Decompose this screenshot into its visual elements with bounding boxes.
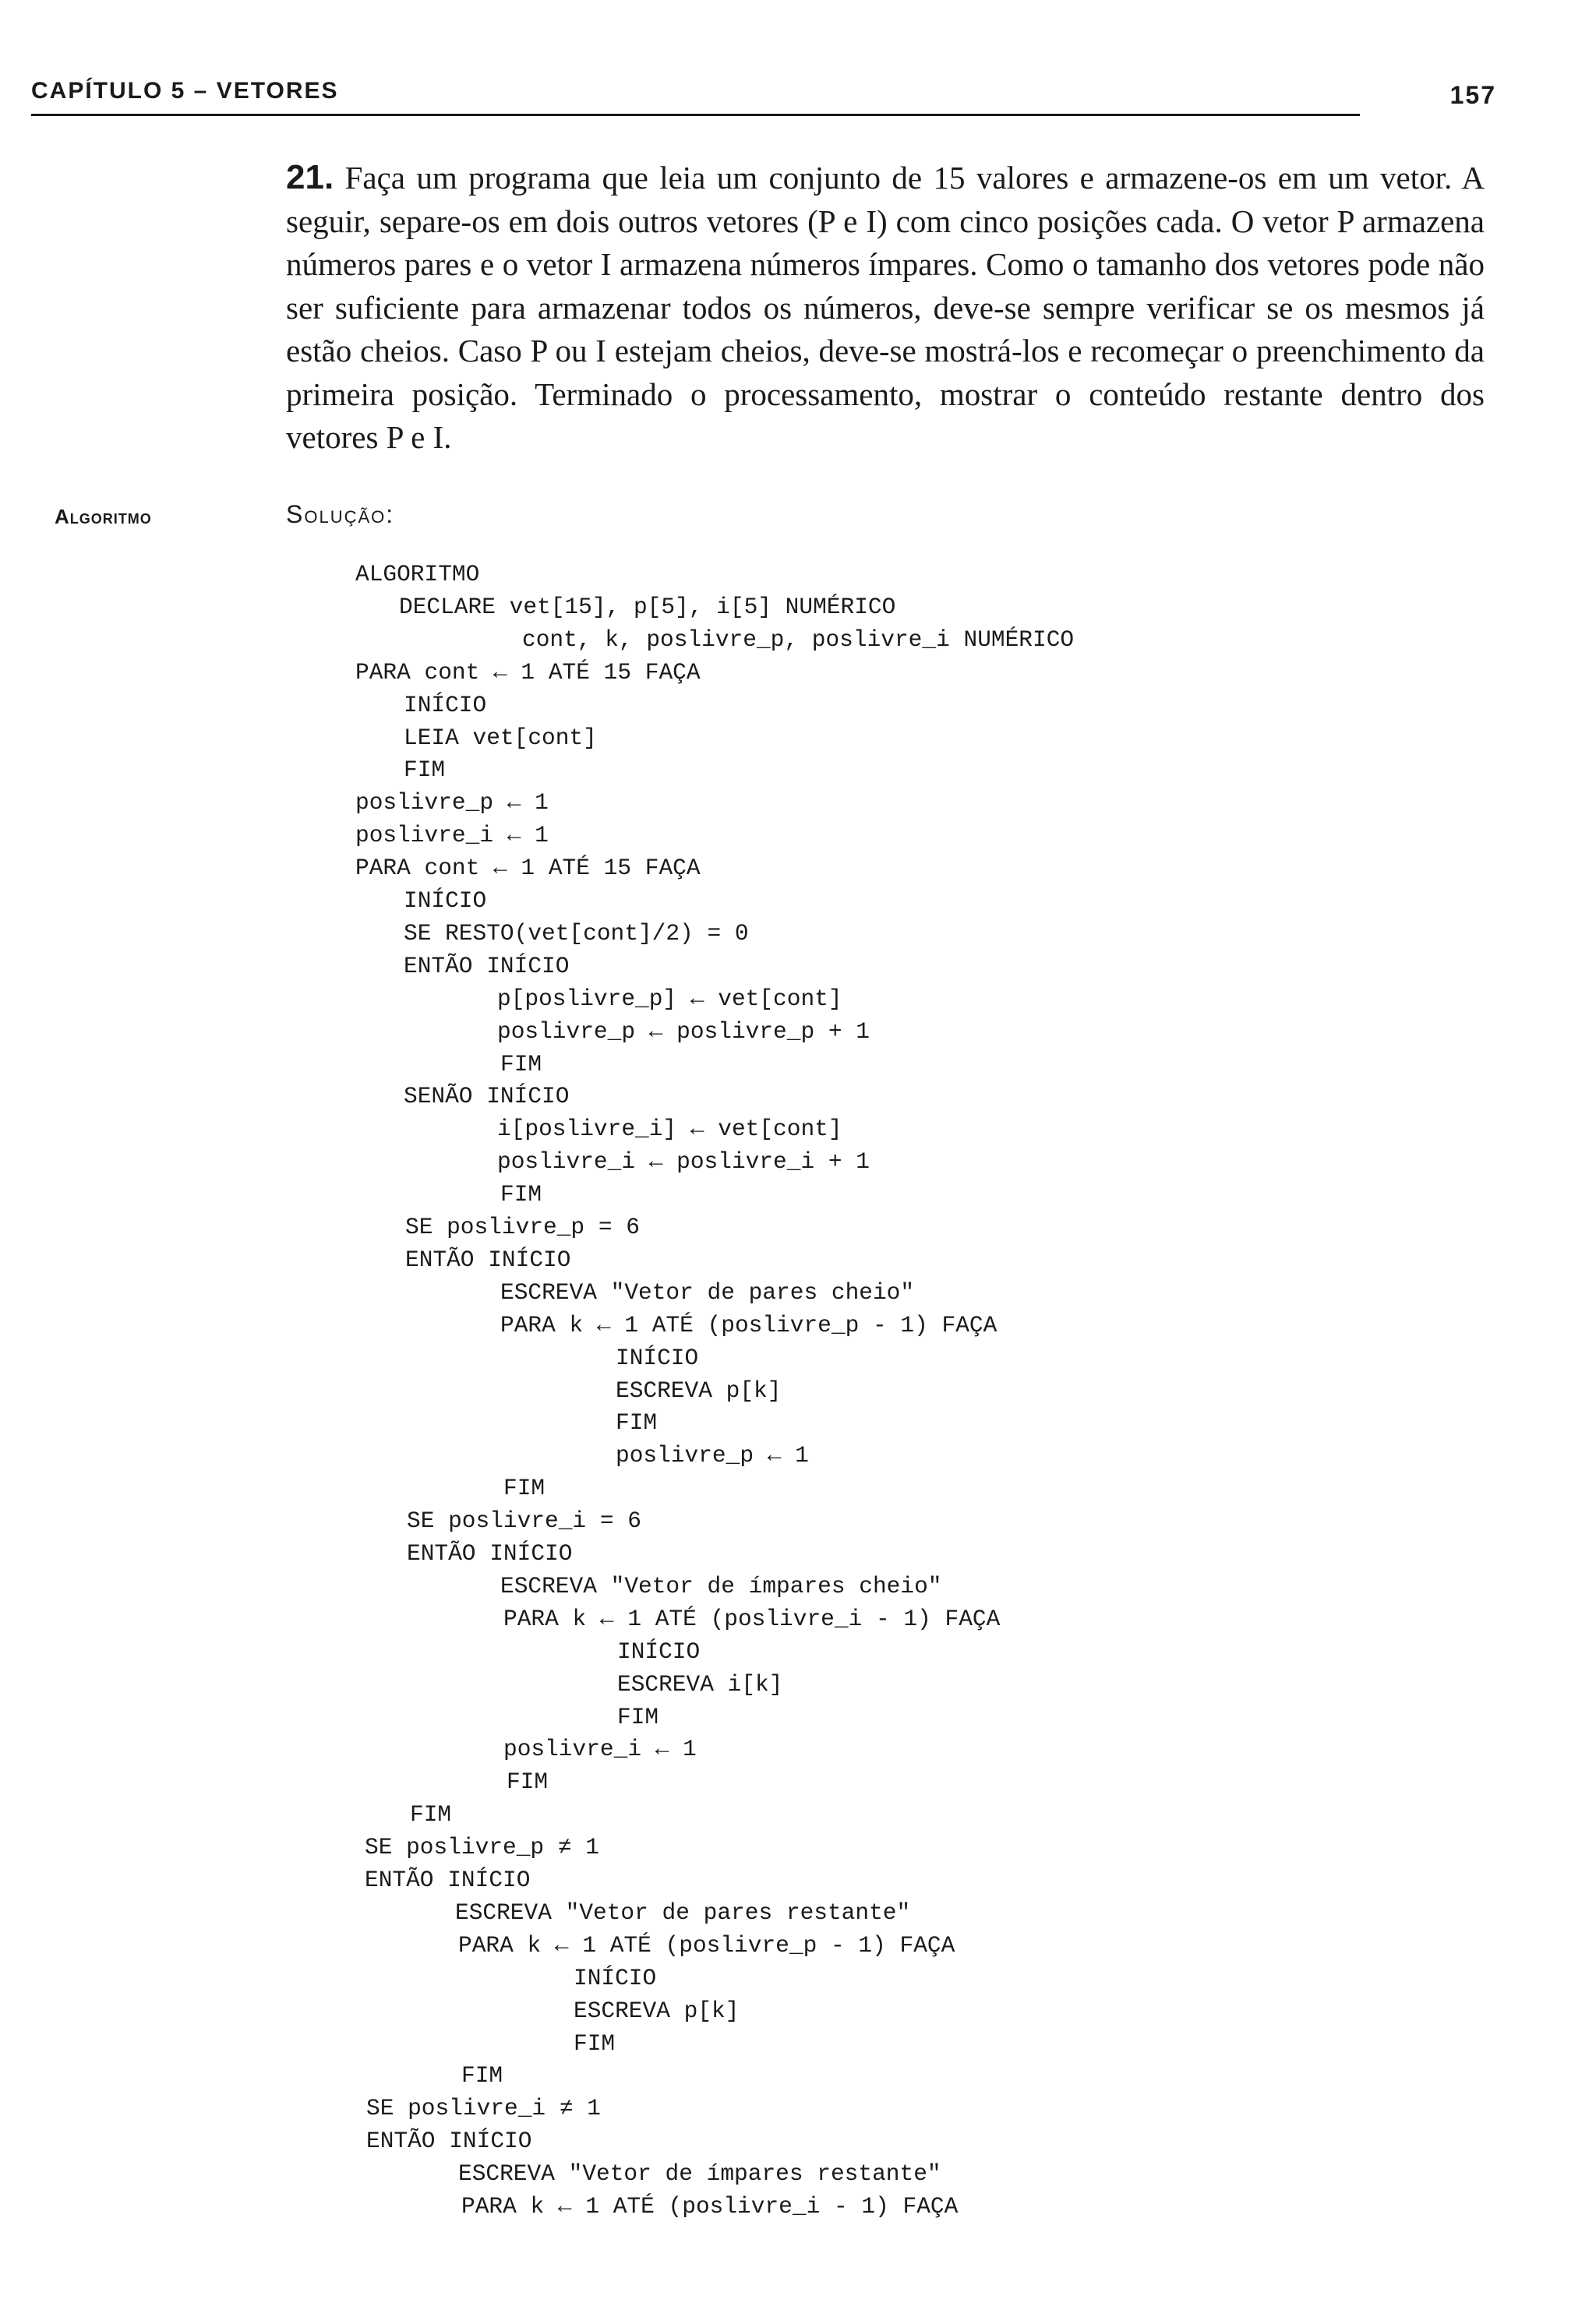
exercise-text: Faça um programa que leia um conjunto de 15 valores e armazene-os em um vetor. A seguir, separe-os em dois outros vetores (P e I) com cinco posições cada. O vetor P armazena números pares e o vetor I armazena números ímpares. Como o tamanho dos vetores pode não ser suficiente para armazenar todos os números, deve-se sempre verificar se os mesmos já estão cheios. Caso P ou I estejam cheios, deve-se mostrá-los e recomeçar o preenchimento da primeira posição. Terminado o processamento, mostrar o conteúdo restante dentro dos vetores P e I. xyxy=(286,160,1485,455)
code-line: ESCREVA "Vetor de ímpares restante" xyxy=(458,2160,941,2188)
code-line: ALGORITMO xyxy=(355,561,480,587)
code-line: ESCREVA "Vetor de pares restante" xyxy=(455,1899,911,1926)
code-line: FIM xyxy=(410,1801,452,1829)
code-line: SE RESTO(vet[cont]/2) = 0 xyxy=(404,919,749,947)
code-line: PARA k ← 1 ATÉ (poslivre_p - 1) FAÇA xyxy=(500,1311,998,1338)
code-line: FIM xyxy=(617,1703,659,1730)
code-line: poslivre_p ← 1 xyxy=(616,1442,809,1469)
code-line: FIM xyxy=(404,756,446,784)
code-line: PARA cont ← 1 ATÉ 15 FAÇA xyxy=(355,658,701,686)
code-line: SE poslivre_p ≠ 1 xyxy=(365,1834,599,1861)
code-line: ESCREVA "Vetor de pares cheio" xyxy=(500,1278,915,1306)
code-line: poslivre_i ← poslivre_i + 1 xyxy=(497,1148,870,1176)
code-line: SE poslivre_p = 6 xyxy=(405,1214,640,1240)
code-line: FIM xyxy=(461,2062,503,2089)
code-line: SENÃO INÍCIO xyxy=(404,1083,570,1110)
code-line: SE poslivre_i ≠ 1 xyxy=(366,2095,601,2122)
code-line: p[poslivre_p] ← vet[cont] xyxy=(497,985,842,1012)
code-line: INÍCIO xyxy=(404,887,487,914)
code-line: ESCREVA i[k] xyxy=(617,1670,783,1698)
code-line: poslivre_i ← 1 xyxy=(503,1736,697,1763)
code-line: INÍCIO xyxy=(404,691,487,718)
code-line: PARA k ← 1 ATÉ (poslivre_p - 1) FAÇA xyxy=(458,1931,955,1959)
code-line: INÍCIO xyxy=(616,1344,699,1371)
page-header xyxy=(31,78,1512,117)
code-line: FIM xyxy=(616,1409,658,1437)
code-line: PARA cont ← 1 ATÉ 15 FAÇA xyxy=(355,855,701,882)
code-line: poslivre_p ← 1 xyxy=(355,789,549,816)
code-line: ESCREVA p[k] xyxy=(616,1377,782,1404)
code-line: FIM xyxy=(507,1769,549,1796)
code-line: SE poslivre_i = 6 xyxy=(407,1508,641,1535)
code-line: ENTÃO INÍCIO xyxy=(366,2128,532,2155)
code-line: ENTÃO INÍCIO xyxy=(404,952,570,979)
code-line: FIM xyxy=(500,1181,542,1208)
code-line: ESCREVA p[k] xyxy=(574,1997,740,2024)
code-line: poslivre_i ← 1 xyxy=(355,822,549,849)
code-line: ENTÃO INÍCIO xyxy=(407,1540,573,1567)
code-line: ENTÃO INÍCIO xyxy=(365,1867,531,1893)
code-line: cont, k, poslivre_p, poslivre_i NUMÉRICO xyxy=(522,626,1075,653)
code-line: FIM xyxy=(503,1475,546,1502)
code-line: INÍCIO xyxy=(617,1638,701,1665)
exercise-number: 21. xyxy=(286,158,334,196)
code-line: ESCREVA "Vetor de ímpares cheio" xyxy=(500,1572,942,1599)
code-line: DECLARE vet[15], p[5], i[5] NUMÉRICO xyxy=(399,593,896,620)
code-line: i[poslivre_i] ← vet[cont] xyxy=(497,1116,842,1143)
code-line: FIM xyxy=(500,1050,542,1077)
solution-label: Solução: xyxy=(286,500,395,528)
code-line: FIM xyxy=(574,2030,616,2057)
code-line: LEIA vet[cont] xyxy=(404,724,597,751)
chapter-title: CAPÍTULO 5 – VETORES xyxy=(31,78,339,104)
page-number: 157 xyxy=(1449,81,1496,109)
side-label-algorithm: Algoritmo xyxy=(55,505,152,528)
exercise-statement xyxy=(286,156,1485,460)
code-line: PARA k ← 1 ATÉ (poslivre_i - 1) FAÇA xyxy=(503,1605,1001,1632)
code-line: INÍCIO xyxy=(574,1964,657,1991)
code-line: ENTÃO INÍCIO xyxy=(405,1246,571,1273)
code-line: poslivre_p ← poslivre_p + 1 xyxy=(497,1017,870,1045)
header-rule xyxy=(31,114,1360,116)
code-line: PARA k ← 1 ATÉ (poslivre_i - 1) FAÇA xyxy=(461,2193,959,2220)
